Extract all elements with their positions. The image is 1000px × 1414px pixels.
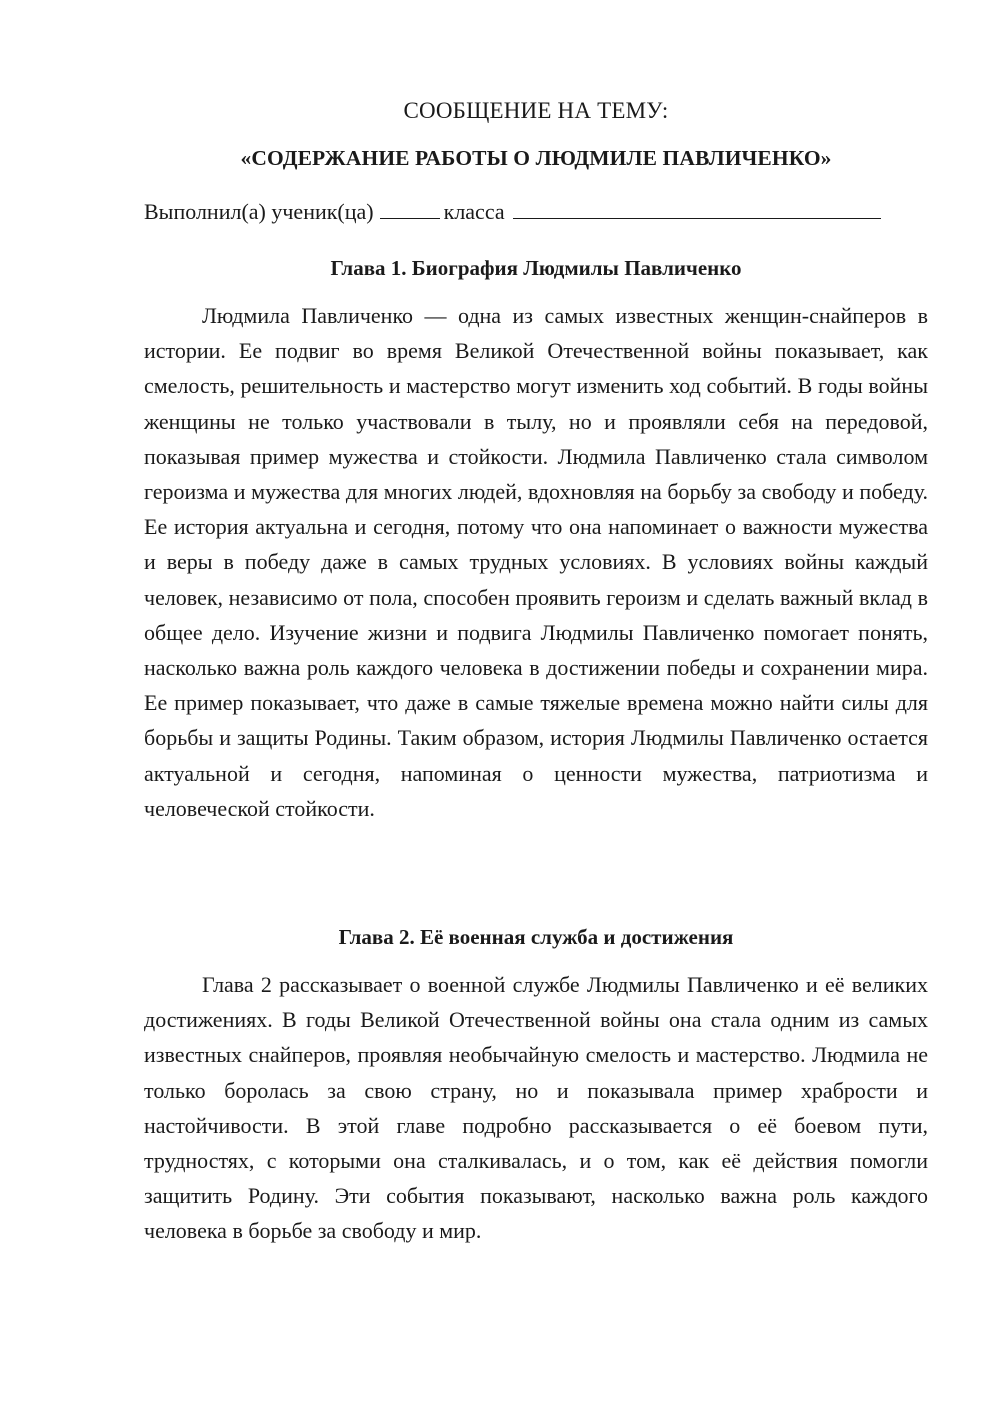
chapter-2-paragraph: Глава 2 рассказывает о военной службе Людмилы Павличенко и её великих достижениях. В годы Великой Отечественной войны она стала одним из самых известных снайперов, проявляя необычайную смелость и мастерство. Людмила не только боролась за свою страну, но и показывала пример храбрости и настойчивости. В этой главе подробно рассказывается о её боевом пути, трудностях, с которыми она сталкивалась, и о том, как её действия помогли защитить Родину. Эти события показывают, насколько важна роль каждого человека в борьбе за свободу и мир. [144, 972, 928, 1244]
author-line [144, 196, 928, 227]
document-title: «СОДЕРЖАНИЕ РАБОТЫ О ЛЮДМИЛЕ ПАВЛИЧЕНКО» [240, 146, 832, 170]
name-blank [513, 196, 881, 219]
author-prefix: Выполнил(а) ученик(ца) [144, 199, 374, 224]
chapter-1-heading: Глава 1. Биография Людмилы Павличенко [330, 256, 742, 280]
chapter-2-heading: Глава 2. Её военная служба и достижения [338, 925, 734, 949]
class-blank [380, 196, 440, 219]
class-label: класса [443, 199, 505, 224]
chapter-1-paragraph: Людмила Павличенко — одна из самых известных женщин-снайперов в истории. Ее подвиг во время Великой Отечественной войны показывает, как смелость, решительность и мастерство могут изменить ход событий. В годы войны женщины не только участвовали в тылу, но и проявляли себя на передовой, показывая пример мужества и стойкости. Людмила Павличенко стала символом героизма и мужества для многих людей, вдохновляя на борьбу за свободу и победу. Ее история актуальна и сегодня, потому что она напоминает о важности мужества и веры в победу даже в самых трудных условиях. В условиях войны каждый человек, независимо от пола, способен проявить героизм и сделать важный вклад в общее дело. Изучение жизни и подвига Людмилы Павличенко помогает понять, насколько важна роль каждого человека в достижении победы и сохранении мира. Ее пример показывает, что даже в самые тяжелые времена можно найти силы для борьбы и защиты Родины. Таким образом, история Людмилы Павличенко остается актуальной и сегодня, напоминая о ценности мужества, патриотизма и человеческой стойкости. [144, 303, 928, 821]
document-heading: СООБЩЕНИЕ НА ТЕМУ: [403, 98, 669, 123]
